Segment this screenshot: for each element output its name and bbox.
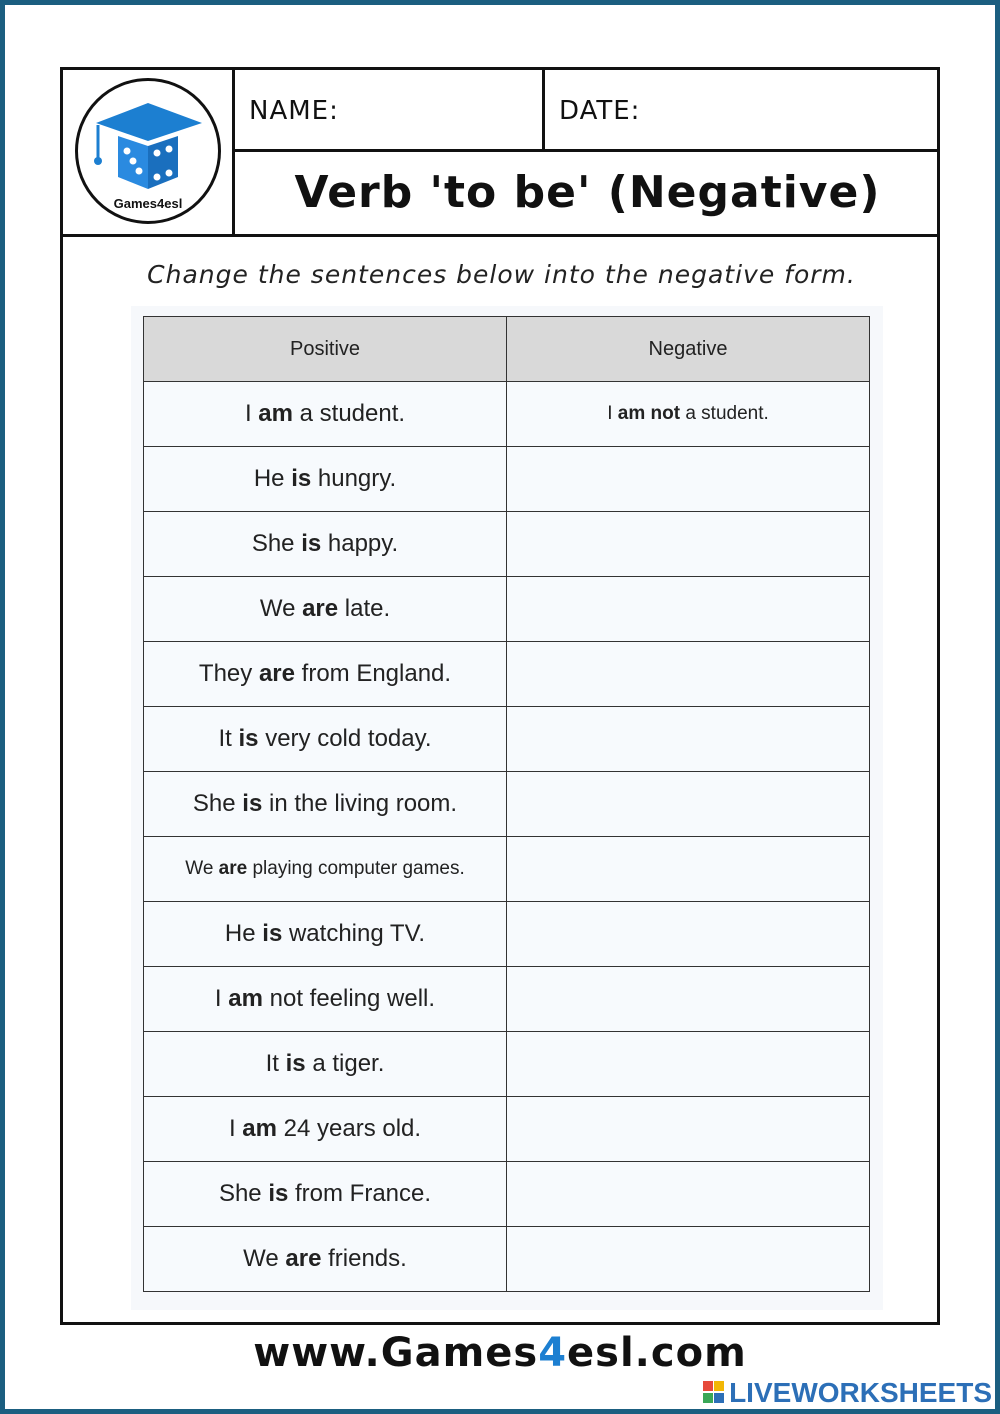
verb-form: is xyxy=(268,1180,289,1207)
verb-form: am xyxy=(258,400,293,427)
verb-form: are xyxy=(258,660,295,687)
sentence-part: from England. xyxy=(294,660,452,687)
negative-answer-field[interactable] xyxy=(507,707,870,772)
sentence-part: hungry. xyxy=(311,465,397,492)
positive-sentence xyxy=(144,967,507,1032)
sentence-part: 24 years old. xyxy=(276,1115,422,1142)
verb-form: am not xyxy=(617,403,681,424)
table-row xyxy=(144,902,870,967)
verb-form: am xyxy=(242,1115,277,1142)
sentence-part: They xyxy=(198,660,259,687)
table-row xyxy=(144,1227,870,1292)
table-row xyxy=(144,512,870,577)
games4esl-logo xyxy=(75,78,221,224)
liveworksheets-icon xyxy=(703,1381,725,1405)
positive-sentence xyxy=(144,512,507,577)
sentence-part: We xyxy=(259,595,303,622)
sentence-part: We xyxy=(243,1245,286,1272)
exercise-table-area xyxy=(131,306,883,1310)
positive-sentence xyxy=(144,902,507,967)
verb-form: are xyxy=(302,595,339,622)
negative-answer-field[interactable] xyxy=(507,382,870,447)
negative-answer-field[interactable] xyxy=(507,447,870,512)
positive-sentence xyxy=(144,642,507,707)
watermark-text: LIVEWORKSHEETS xyxy=(729,1377,992,1408)
table-row xyxy=(144,967,870,1032)
date-field[interactable]: DATE: xyxy=(545,70,940,152)
verb-form: is xyxy=(291,465,312,492)
sentence-part: very cold today. xyxy=(258,725,432,752)
verb-form: is xyxy=(238,725,259,752)
negative-answer-field[interactable] xyxy=(507,837,870,902)
header-negative: Negative xyxy=(507,317,870,382)
sentence-part: a student. xyxy=(292,400,406,427)
sentence-part: friends. xyxy=(321,1245,407,1272)
negative-answer-field[interactable] xyxy=(507,772,870,837)
negative-answer-field[interactable] xyxy=(507,1097,870,1162)
worksheet-sheet xyxy=(60,67,940,1325)
sentence-part: not feeling well. xyxy=(262,985,436,1012)
verb-form: is xyxy=(262,920,283,947)
sentence-part: happy. xyxy=(321,530,399,557)
sentence-part: He xyxy=(224,920,263,947)
negative-answer-field[interactable] xyxy=(507,642,870,707)
verb-form: are xyxy=(285,1245,322,1272)
verb-form: is xyxy=(285,1050,306,1077)
footer-url-prefix: www.Games xyxy=(253,1330,539,1376)
positive-sentence xyxy=(144,1032,507,1097)
footer-url-suffix: esl.com xyxy=(567,1330,747,1376)
positive-sentence xyxy=(144,447,507,512)
name-field[interactable]: NAME: xyxy=(235,70,545,152)
negative-answer-field[interactable] xyxy=(507,967,870,1032)
positive-sentence xyxy=(144,382,507,447)
sentence-part: I xyxy=(214,985,229,1012)
verb-form: is xyxy=(301,530,322,557)
header-positive: Positive xyxy=(144,317,507,382)
negative-answer-field[interactable] xyxy=(507,1162,870,1227)
sentence-part: a student. xyxy=(680,403,769,424)
verb-form: is xyxy=(242,790,263,817)
table-body xyxy=(144,382,870,1292)
table-row xyxy=(144,577,870,642)
table-row xyxy=(144,772,870,837)
positive-sentence xyxy=(144,1162,507,1227)
positive-sentence xyxy=(144,1097,507,1162)
table-row xyxy=(144,447,870,512)
sentence-part: in the living room. xyxy=(262,790,458,817)
sentence-part: It xyxy=(265,1050,286,1077)
sentence-part: We xyxy=(185,858,219,879)
negative-answer-field[interactable] xyxy=(507,902,870,967)
positive-sentence xyxy=(144,1227,507,1292)
sentence-part: I xyxy=(228,1115,243,1142)
table-row xyxy=(144,707,870,772)
sentence-part: late. xyxy=(338,595,391,622)
exercise-table xyxy=(143,316,870,1292)
table-row xyxy=(144,1097,870,1162)
negative-answer-field[interactable] xyxy=(507,577,870,642)
table-row xyxy=(144,1162,870,1227)
liveworksheets-watermark xyxy=(703,1377,992,1409)
table-row xyxy=(144,1032,870,1097)
negative-answer-field[interactable] xyxy=(507,512,870,577)
table-header-row xyxy=(144,317,870,382)
sentence-part: She xyxy=(192,790,243,817)
positive-sentence xyxy=(144,577,507,642)
logo-cell xyxy=(63,70,235,234)
footer-url-accent: 4 xyxy=(538,1330,568,1376)
header-divider xyxy=(63,234,940,237)
sentence-part: It xyxy=(218,725,239,752)
verb-form: are xyxy=(218,858,248,879)
positive-sentence xyxy=(144,772,507,837)
sentence-part: a tiger. xyxy=(305,1050,385,1077)
positive-sentence xyxy=(144,707,507,772)
negative-answer-field[interactable] xyxy=(507,1227,870,1292)
sentence-part: She xyxy=(218,1180,269,1207)
positive-sentence xyxy=(144,837,507,902)
sentence-part: from France. xyxy=(288,1180,432,1207)
table-row xyxy=(144,837,870,902)
sentence-part: I xyxy=(244,400,259,427)
verb-form: am xyxy=(228,985,263,1012)
footer-website[interactable] xyxy=(0,1330,1000,1376)
page-title: Verb 'to be' (Negative) xyxy=(294,167,881,218)
logo-text: Games4esl xyxy=(113,196,183,211)
sentence-part: watching TV. xyxy=(282,920,426,947)
table-row xyxy=(144,382,870,447)
sentence-part: I xyxy=(607,403,618,424)
instruction-text: Change the sentences below into the negative form. xyxy=(147,260,856,289)
table-row xyxy=(144,642,870,707)
sentence-part: She xyxy=(251,530,302,557)
negative-answer-field[interactable] xyxy=(507,1032,870,1097)
sentence-part: playing computer games. xyxy=(247,858,465,879)
sentence-part: He xyxy=(253,465,292,492)
